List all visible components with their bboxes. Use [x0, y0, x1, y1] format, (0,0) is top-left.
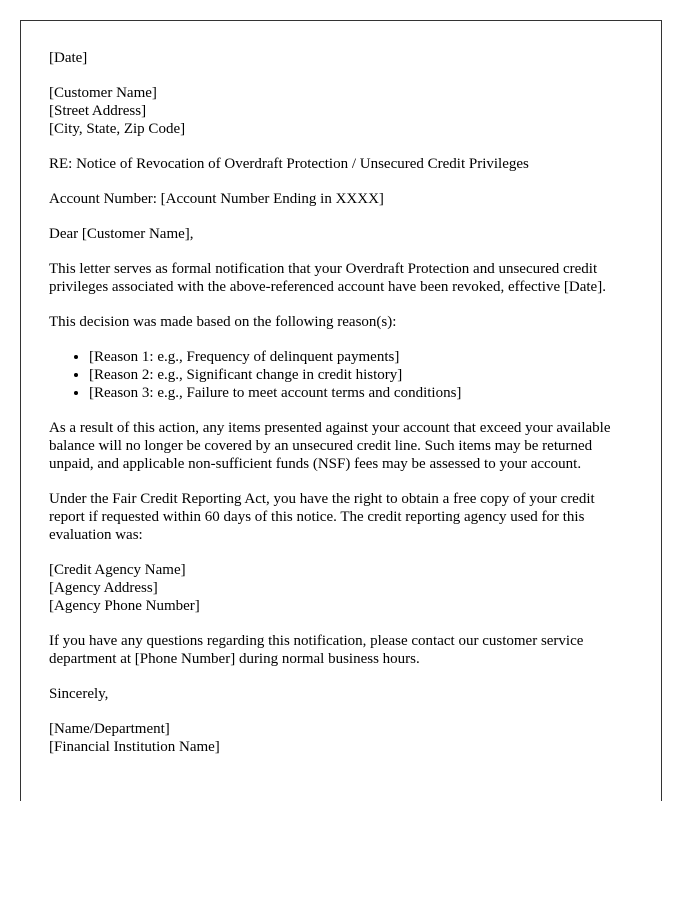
- reasons-list: [49, 348, 633, 402]
- agency-phone: [Agency Phone Number]: [49, 598, 200, 614]
- signature-institution: [Financial Institution Name]: [49, 739, 220, 755]
- reason-item: • [Reason 1: e.g., Frequency of delinquent payments]: [89, 348, 633, 366]
- agency-address: [Agency Address]: [49, 580, 158, 596]
- salutation: Dear [Customer Name],: [49, 226, 194, 242]
- agency-name: [Credit Agency Name]: [49, 562, 186, 578]
- paragraph-notification: This letter serves as formal notification that your Overdraft Protection and unsecured credit privileges associated with the above-referenced account have been revoked, effective [Date].: [49, 261, 606, 295]
- reason-item: • [Reason 3: e.g., Failure to meet account terms and conditions]: [89, 384, 633, 402]
- closing: Sincerely,: [49, 686, 109, 702]
- letter: [20, 20, 662, 801]
- paragraph-reasons-intro: This decision was made based on the following reason(s):: [49, 314, 397, 330]
- signature-department: [Name/Department]: [49, 721, 170, 737]
- recipient-name: [Customer Name]: [49, 85, 157, 101]
- paragraph-fcra: Under the Fair Credit Reporting Act, you have the right to obtain a free copy of your credit report if requested within 60 days of this notice. The credit reporting agency used for this evaluation was:: [49, 491, 595, 543]
- paragraph-contact: If you have any questions regarding this notification, please contact our customer service department at [Phone Number] during normal business hours.: [49, 633, 584, 667]
- subject-line: RE: Notice of Revocation of Overdraft Protection / Unsecured Credit Privileges: [49, 156, 529, 172]
- recipient-address: [49, 84, 633, 138]
- signature-block: [49, 720, 633, 756]
- agency-info: [49, 561, 633, 615]
- paragraph-consequences: As a result of this action, any items presented against your account that exceed your available balance will no longer be covered by an unsecured credit line. Such items may be returned unpaid, and applicable non-sufficient funds (NSF) fees may be assessed to your account.: [49, 420, 611, 472]
- date: [Date]: [49, 50, 88, 66]
- reason-item: • [Reason 2: e.g., Significant change in credit history]: [89, 366, 633, 384]
- account-number: Account Number: [Account Number Ending in XXXX]: [49, 191, 384, 207]
- recipient-city: [City, State, Zip Code]: [49, 121, 186, 137]
- recipient-street: [Street Address]: [49, 103, 147, 119]
